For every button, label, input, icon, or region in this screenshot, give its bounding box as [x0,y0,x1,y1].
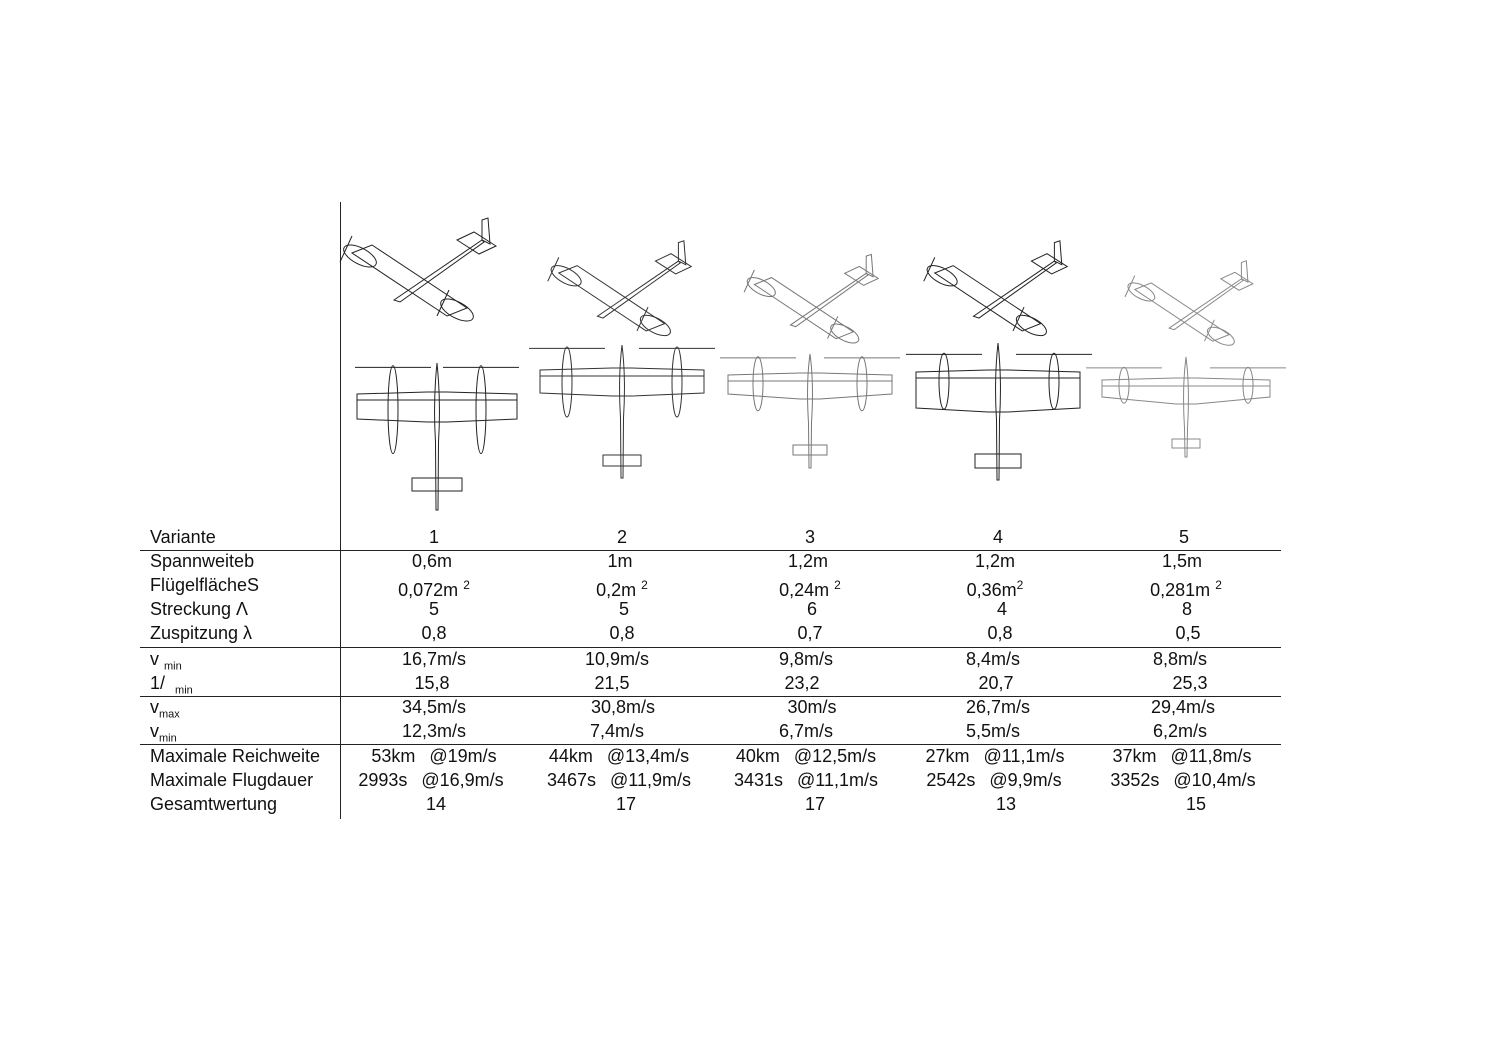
cell-fluegelflaeche: 0,2m $^2$ [596,578,648,600]
cell-zuspitzung: 0,8 [609,623,635,643]
row-label-flugdauer: Maximale Flugdauer [150,770,314,790]
row-label-v-max: $v_{max}$ [150,697,180,721]
cell-spannweite: 1,2m [787,551,829,571]
cell-zuspitzung: 0,8 [421,623,447,643]
cell-gesamtwertung: 14 [425,794,447,814]
cell-reichweite: 27km @11,1m/s [925,746,1065,766]
row-label-inverse-min: 1/ $_{min}$ [150,673,193,697]
table-divider [140,550,1281,551]
variant-1-drawing [340,218,519,510]
cell-variante: 4 [992,527,1004,547]
variant-5-drawing [1086,261,1286,457]
cell-fluegelflaeche: 0,072m $^2$ [398,578,470,600]
cell-variante: 2 [616,527,628,547]
cell-v-min-2: 12,3m/s [401,721,467,741]
cell-variante: 3 [804,527,816,547]
table-divider [140,647,1281,648]
variant-3-drawing [720,254,900,468]
variant-2-drawing [529,241,715,478]
aircraft-drawings [0,0,1500,520]
cell-inverse-min: 25,3 [1172,673,1208,693]
cell-v-min: 9,8m/s [778,649,834,669]
row-label-v-min-2: $v_{min}$ [150,721,177,745]
row-label-v-min: v $_{min}$ [150,649,182,673]
cell-variante: 5 [1178,527,1190,547]
cell-v-min-2: 6,2m/s [1152,721,1208,741]
cell-v-min-2: 5,5m/s [965,721,1021,741]
cell-gesamtwertung: 15 [1185,794,1207,814]
cell-flugdauer: 3352s @10,4m/s [1110,770,1256,790]
cell-spannweite: 1,5m [1161,551,1203,571]
cell-streckung: 6 [806,599,818,619]
cell-gesamtwertung: 13 [995,794,1017,814]
row-label-streckung: Streckung Λ [150,599,249,619]
table-divider [140,696,1281,697]
row-label-spannweite: Spannweiteb [150,551,255,571]
cell-inverse-min: 15,8 [414,673,450,693]
cell-spannweite: 0,6m [411,551,453,571]
cell-streckung: 4 [996,599,1008,619]
cell-v-min: 8,4m/s [965,649,1021,669]
cell-v-max: 26,7m/s [965,697,1031,717]
cell-inverse-min: 20,7 [978,673,1014,693]
cell-fluegelflaeche: 0,24m $^2$ [779,578,841,600]
row-label-gesamtwertung: Gesamtwertung [150,794,278,814]
cell-v-max: 34,5m/s [401,697,467,717]
cell-zuspitzung: 0,5 [1175,623,1201,643]
cell-zuspitzung: 0,8 [987,623,1013,643]
cell-reichweite: 40km @12,5m/s [735,746,877,766]
cell-reichweite: 53km @19m/s [371,746,497,766]
cell-inverse-min: 23,2 [784,673,820,693]
cell-streckung: 5 [618,599,630,619]
cell-v-max: 30,8m/s [590,697,656,717]
cell-zuspitzung: 0,7 [797,623,823,643]
cell-v-min-2: 7,4m/s [589,721,645,741]
row-label-fluegelflaeche: FlügelflächeS [150,575,260,595]
cell-v-max: 29,4m/s [1150,697,1216,717]
cell-flugdauer: 2542s @9,9m/s [926,770,1062,790]
row-label-reichweite: Maximale Reichweite [150,746,321,766]
cell-inverse-min: 21,5 [594,673,630,693]
table-divider [140,744,1281,745]
cell-v-min-2: 6,7m/s [778,721,834,741]
variant-4-drawing [906,241,1092,480]
cell-v-min: 16,7m/s [401,649,467,669]
cell-gesamtwertung: 17 [804,794,826,814]
cell-fluegelflaeche: $0,36m^2$ [966,578,1024,600]
row-label-zuspitzung: Zuspitzung λ [150,623,253,643]
cell-streckung: 8 [1181,599,1193,619]
cell-streckung: 5 [428,599,440,619]
cell-flugdauer: 3467s @11,9m/s [546,770,692,790]
cell-v-min: 8,8m/s [1152,649,1208,669]
cell-flugdauer: 3431s @11,1m/s [733,770,879,790]
cell-v-min: 10,9m/s [584,649,650,669]
cell-variante: 1 [428,527,440,547]
cell-fluegelflaeche: 0,281m $^2$ [1150,578,1222,600]
cell-spannweite: 1m [607,551,633,571]
cell-v-max: 30m/s [787,697,837,717]
cell-spannweite: 1,2m [974,551,1016,571]
cell-flugdauer: 2993s @16,9m/s [358,770,504,790]
cell-gesamtwertung: 17 [615,794,637,814]
row-label-variante: Variante [150,527,216,547]
cell-reichweite: 44km @13,4m/s [548,746,690,766]
cell-reichweite: 37km @11,8m/s [1112,746,1252,766]
